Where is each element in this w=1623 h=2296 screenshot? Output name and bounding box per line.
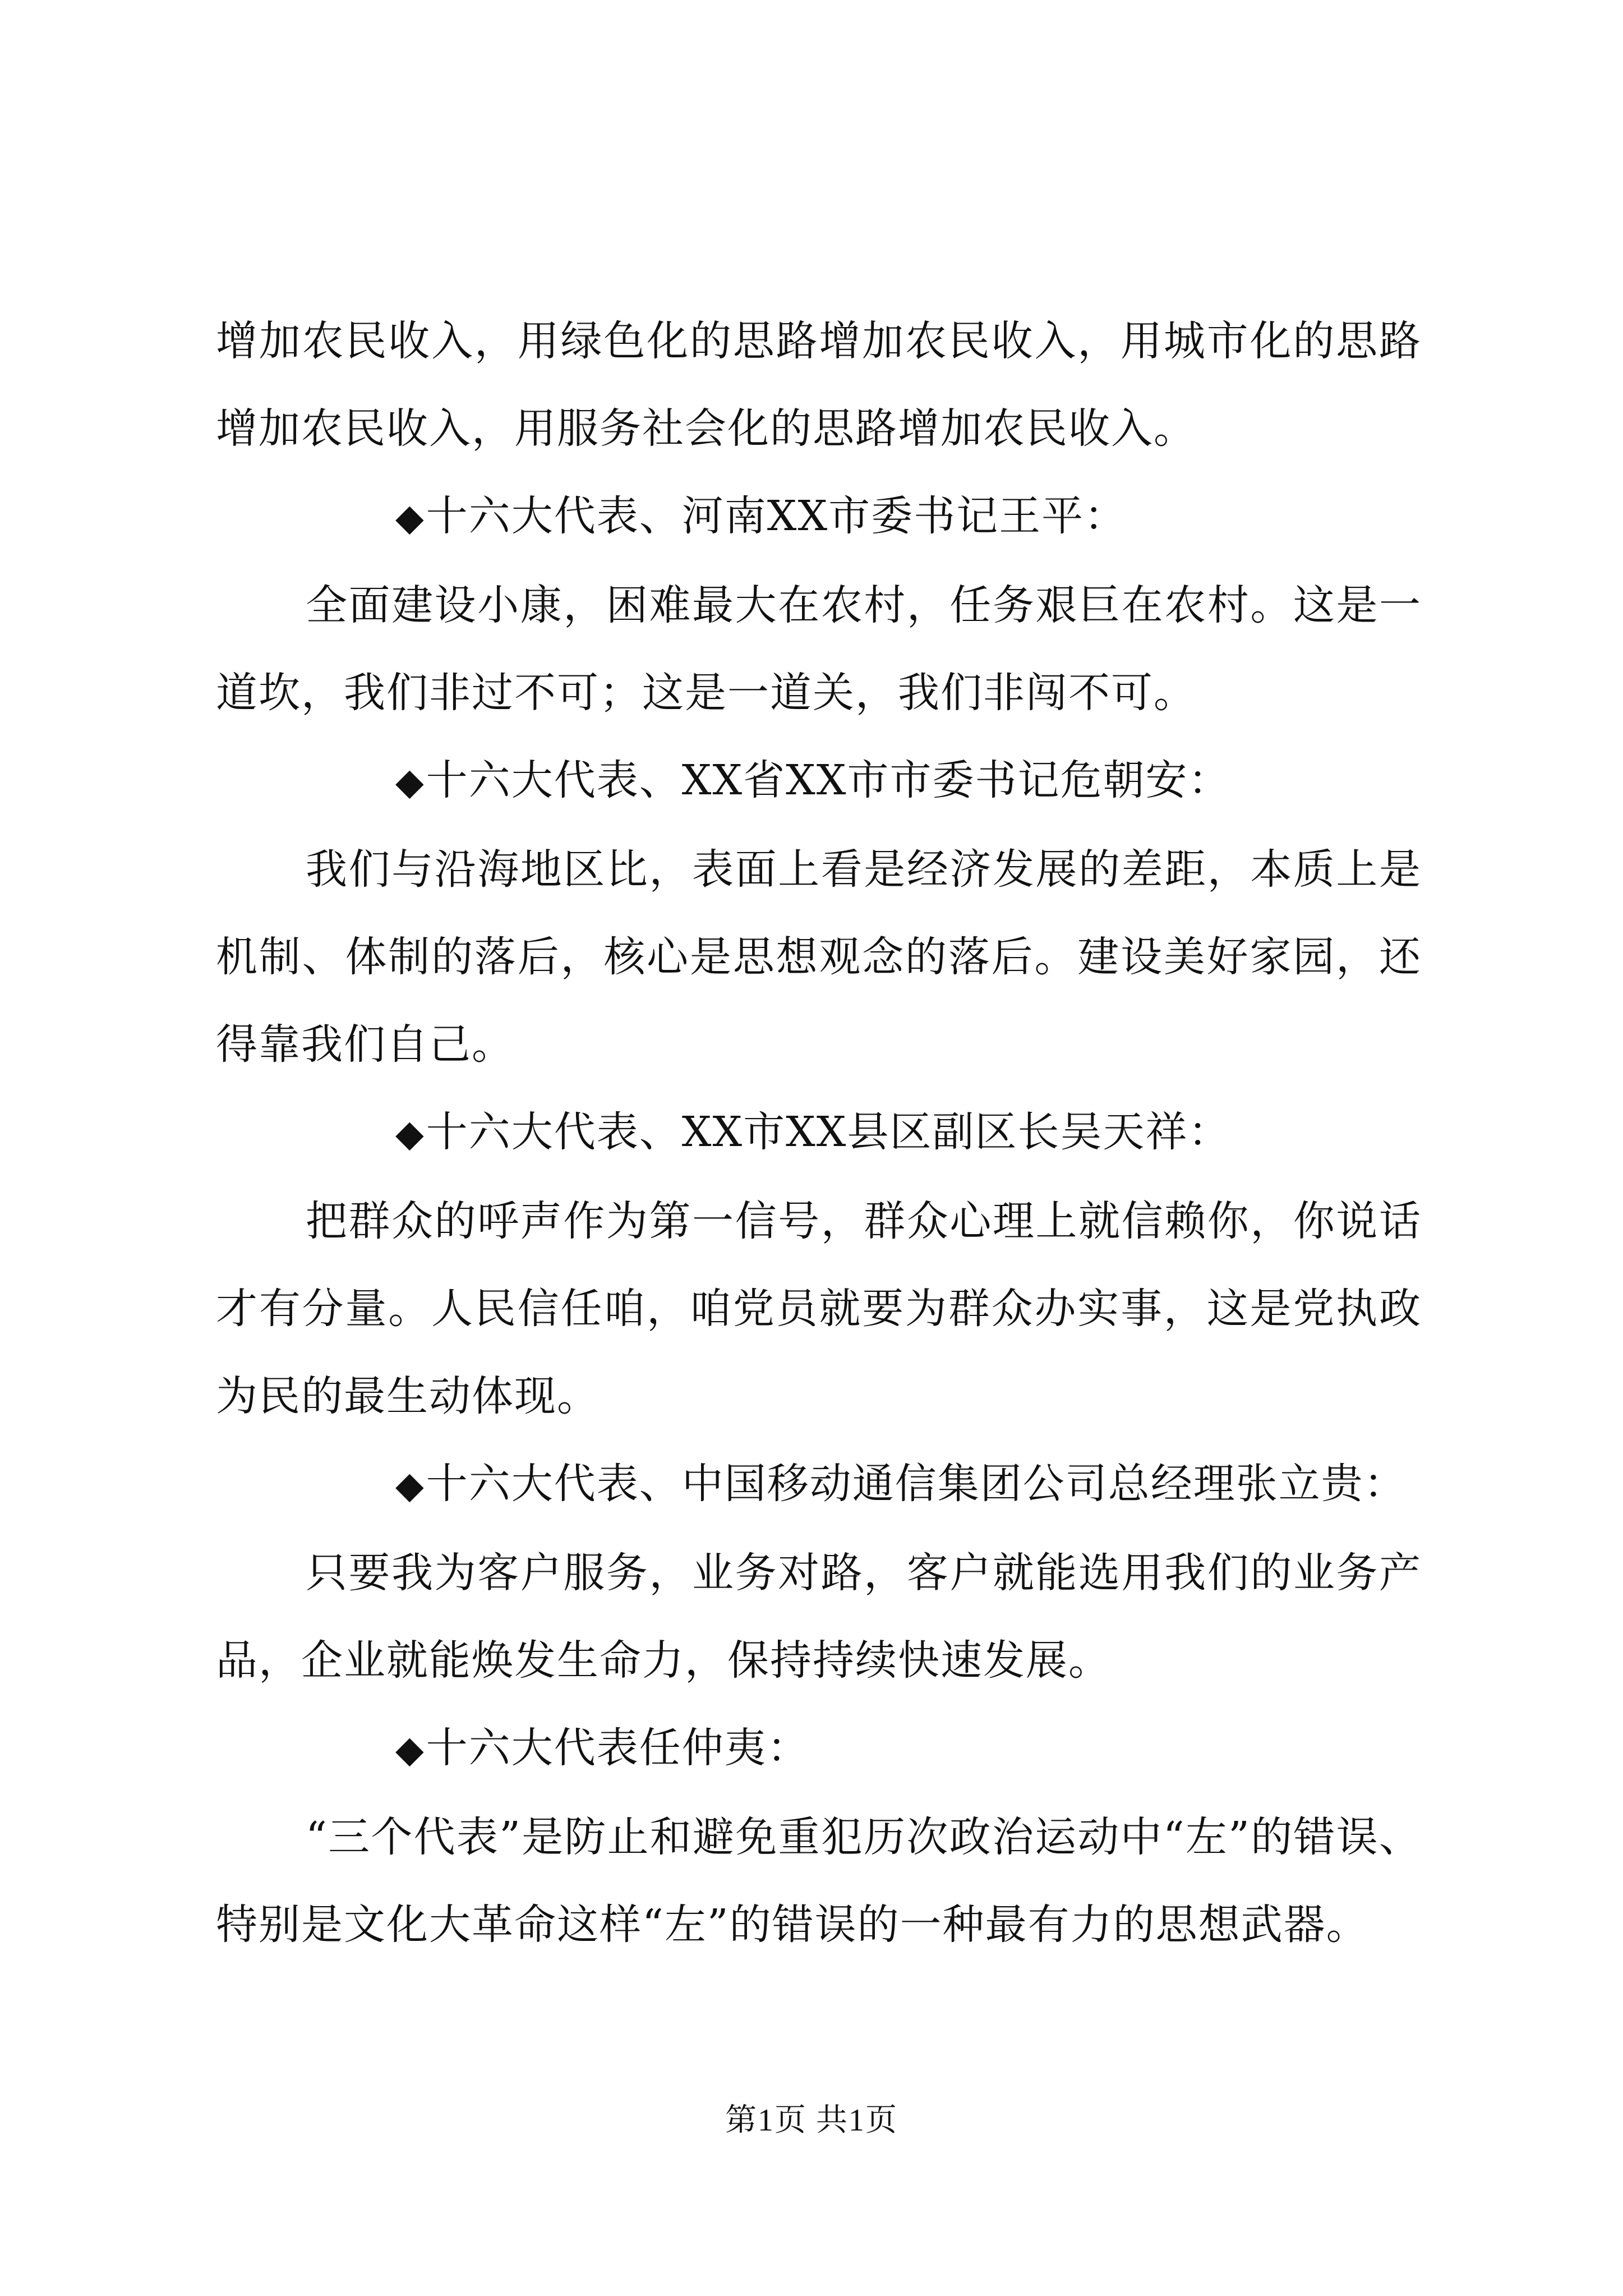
speaker-heading-text: 十六大代表、XX省XX市市委书记危朝安： [426,756,1231,804]
document-body [216,297,1422,1968]
speaker-heading-text: 十六大代表、河南XX市委书记王平： [426,492,1127,540]
speaker-heading-text: 十六大代表、XX市XX县区副区长吴天祥： [426,1108,1231,1156]
speaker-heading-1 [216,472,1422,562]
diamond-bullet-icon: ◆ [395,496,425,539]
paragraph-1: 增加农民收入，用绿色化的思路增加农民收入，用城市化的思路增加农民收入，用服务社会化的思路增加农民收入。 [216,317,1422,453]
speaker-heading-text: 十六大代表任仲夷： [426,1724,810,1772]
diamond-bullet-icon: ◆ [395,760,425,803]
paragraph-6: “三个代表”是防止和避免重犯历次政治运动中“左”的错误、特别是文化大革命这样“左”的错误的一种最有力的思想武器。 [216,1813,1422,1949]
speaker-heading-3 [216,1088,1422,1177]
speaker-heading-text: 十六大代表、中国移动通信集团公司总经理张立贵： [426,1460,1407,1508]
speaker-heading-4 [216,1440,1422,1529]
paragraph-5: 只要我为客户服务，业务对路，客户就能选用我们的业务产品，企业就能焕发生命力，保持持续快速发展。 [216,1549,1422,1685]
paragraph-3: 我们与沿海地区比，表面上看是经济发展的差距，本质上是机制、体制的落后，核心是思想观念的落后。建设美好家园，还得靠我们自己。 [216,845,1422,1069]
paragraph-4: 把群众的呼声作为第一信号，群众心理上就信赖你，你说话才有分量。人民信任咱，咱党员就要为群众办实事，这是党执政为民的最生动体现。 [216,1197,1422,1420]
speaker-heading-5 [216,1704,1422,1793]
diamond-bullet-icon: ◆ [395,1112,425,1155]
speaker-heading-2 [216,737,1422,826]
paragraph-2: 全面建设小康，困难最大在农村，任务艰巨在农村。这是一道坎，我们非过不可；这是一道关，我们非闯不可。 [216,581,1422,717]
diamond-bullet-icon: ◆ [395,1728,425,1771]
diamond-bullet-icon: ◆ [395,1464,425,1507]
page-footer: 第1页 共1页 [725,2103,898,2138]
